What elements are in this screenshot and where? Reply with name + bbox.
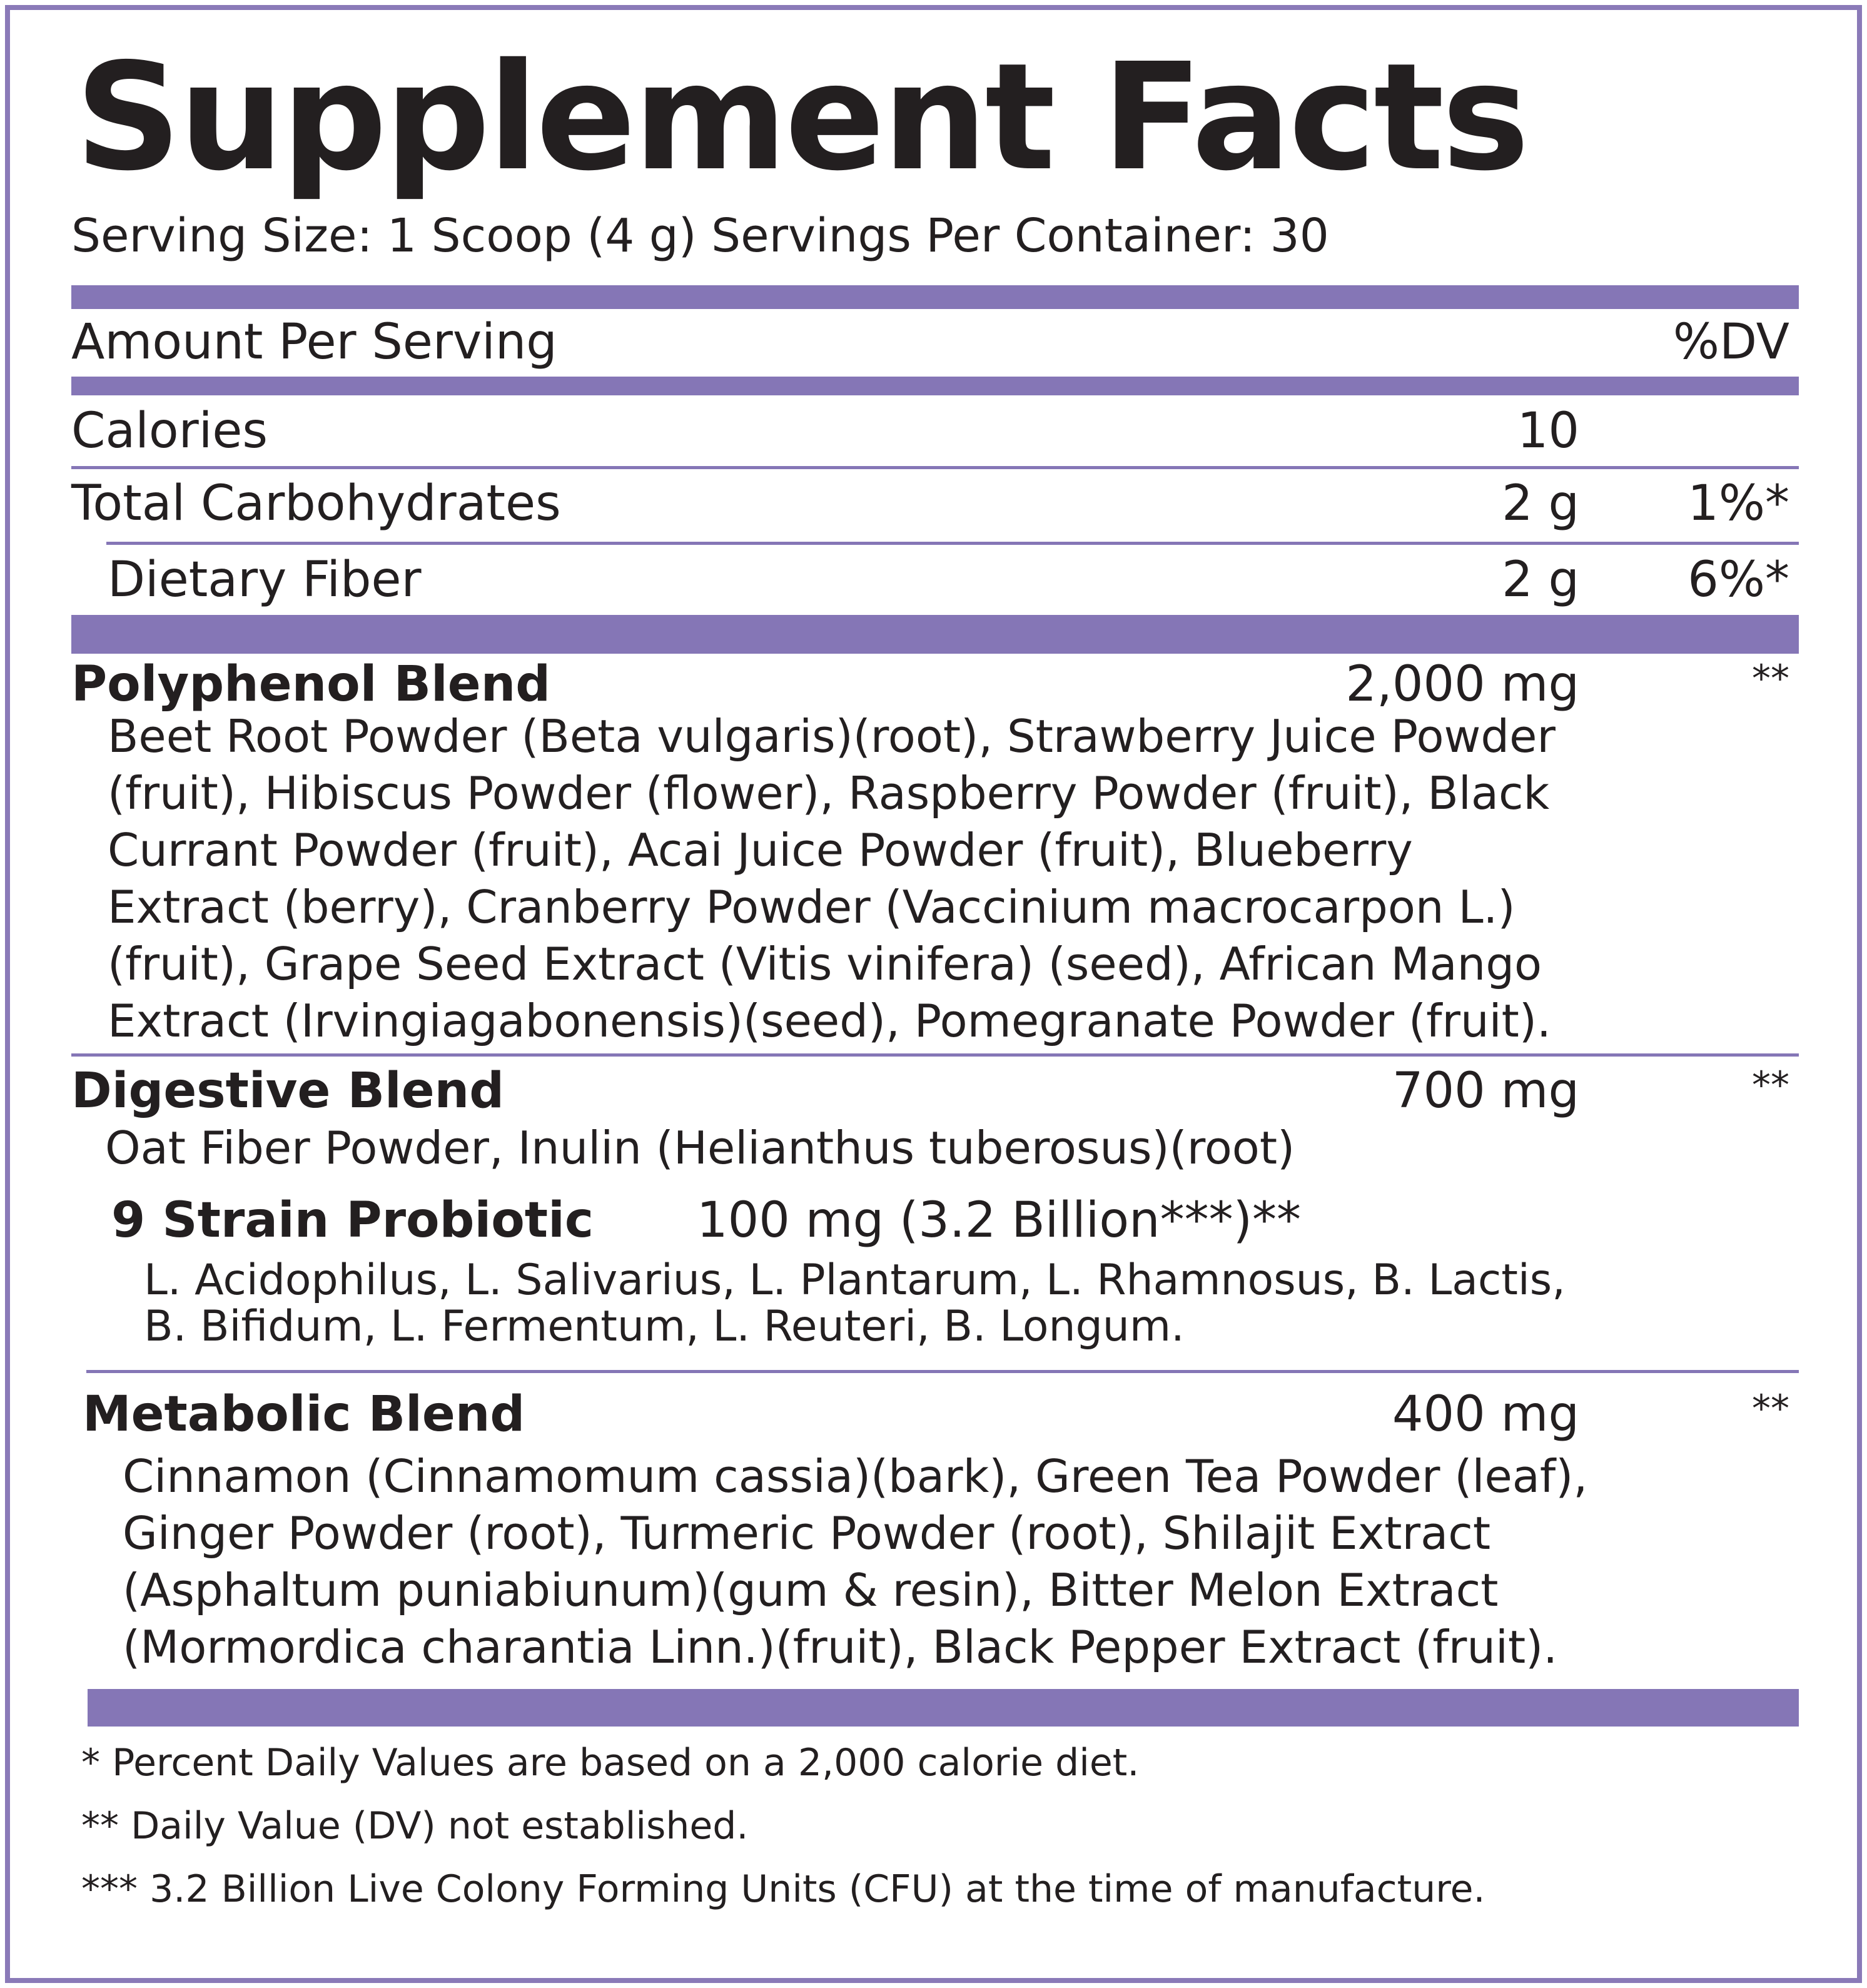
digestive-blend-dv: ** <box>1752 1063 1789 1107</box>
row-divider <box>86 1370 1799 1373</box>
row-divider <box>106 542 1799 545</box>
dietary-fiber-amount: 2 g <box>1502 552 1579 608</box>
polyphenol-blend-ingredients: Beet Root Powder (Beta vulgaris)(root), Strawberry Juice Powder (fruit), Hibiscus Powder (flower), Raspberry Powder (fruit), Black Currant Powder (fruit), Acai Juice Powder (fruit), Blueberry Extract (berry), Cranberry Powder (Vaccinium macrocarpon L.)(fruit), Grape Seed Extract (Vitis vinifera) (seed), African Mango Extract (Irvingiagabonensis)(seed), Pomegranate Powder (fruit). <box>108 710 1556 1047</box>
amount-per-serving-label: Amount Per Serving <box>71 314 557 370</box>
calories-amount: 10 <box>1517 403 1579 459</box>
digestive-blend-ingredients: Oat Fiber Powder, Inulin (Helianthus tuberosus)(root) <box>105 1122 1295 1174</box>
probiotic-ingredients: L. Acidophilus, L. Salivarius, L. Plantarum, L. Rhamnosus, B. Lactis, B. Bifidum, L. Fermentum, L. Reuteri, B. Longum. <box>144 1255 1566 1351</box>
total-carbohydrates-label: Total Carbohydrates <box>71 475 561 532</box>
header-divider-bar <box>71 285 1799 309</box>
nutrient-divider-bar <box>71 377 1799 395</box>
blend-divider-bar <box>71 615 1799 654</box>
row-divider <box>71 466 1799 469</box>
footnote-divider-bar <box>88 1689 1799 1727</box>
page-title: Supplement Facts <box>75 31 1527 203</box>
polyphenol-blend-amount: 2,000 mg <box>1345 656 1579 713</box>
metabolic-blend-ingredients: Cinnamon (Cinnamomum cassia)(bark), Green Tea Powder (leaf), Ginger Powder (root), Turmeric Powder (root), Shilajit Extract (Asphaltum puniabiunum)(gum & resin), Bitter Melon Extract (Mormordica charantia Linn.)(fruit), Black Pepper Extract (fruit). <box>123 1450 1588 1673</box>
footnote-dv-basis: * Percent Daily Values are based on a 2,000 calorie diet. <box>81 1741 1140 1785</box>
digestive-blend-name: Digestive Blend <box>71 1063 505 1119</box>
dietary-fiber-label: Dietary Fiber <box>108 552 422 608</box>
metabolic-blend-name: Metabolic Blend <box>83 1386 525 1443</box>
row-divider <box>71 1053 1799 1057</box>
metabolic-blend-amount: 400 mg <box>1392 1386 1579 1443</box>
probiotic-amount: 100 mg (3.2 Billion***)** <box>697 1192 1302 1249</box>
dietary-fiber-dv: 6%* <box>1687 552 1789 608</box>
serving-info: Serving Size: 1 Scoop (4 g) Servings Per Container: 30 <box>71 209 1329 263</box>
footnote-cfu: *** 3.2 Billion Live Colony Forming Units (CFU) at the time of manufacture. <box>81 1867 1485 1911</box>
metabolic-blend-dv: ** <box>1752 1387 1789 1431</box>
total-carbohydrates-amount: 2 g <box>1502 475 1579 532</box>
probiotic-name: 9 Strain Probiotic <box>111 1192 594 1249</box>
total-carbohydrates-dv: 1%* <box>1687 475 1789 532</box>
calories-label: Calories <box>71 403 268 459</box>
footnote-dv-not-established: ** Daily Value (DV) not established. <box>81 1804 749 1848</box>
polyphenol-blend-dv: ** <box>1752 657 1789 701</box>
digestive-blend-amount: 700 mg <box>1392 1063 1579 1119</box>
dv-header-label: %DV <box>1672 314 1789 370</box>
polyphenol-blend-name: Polyphenol Blend <box>71 656 551 713</box>
